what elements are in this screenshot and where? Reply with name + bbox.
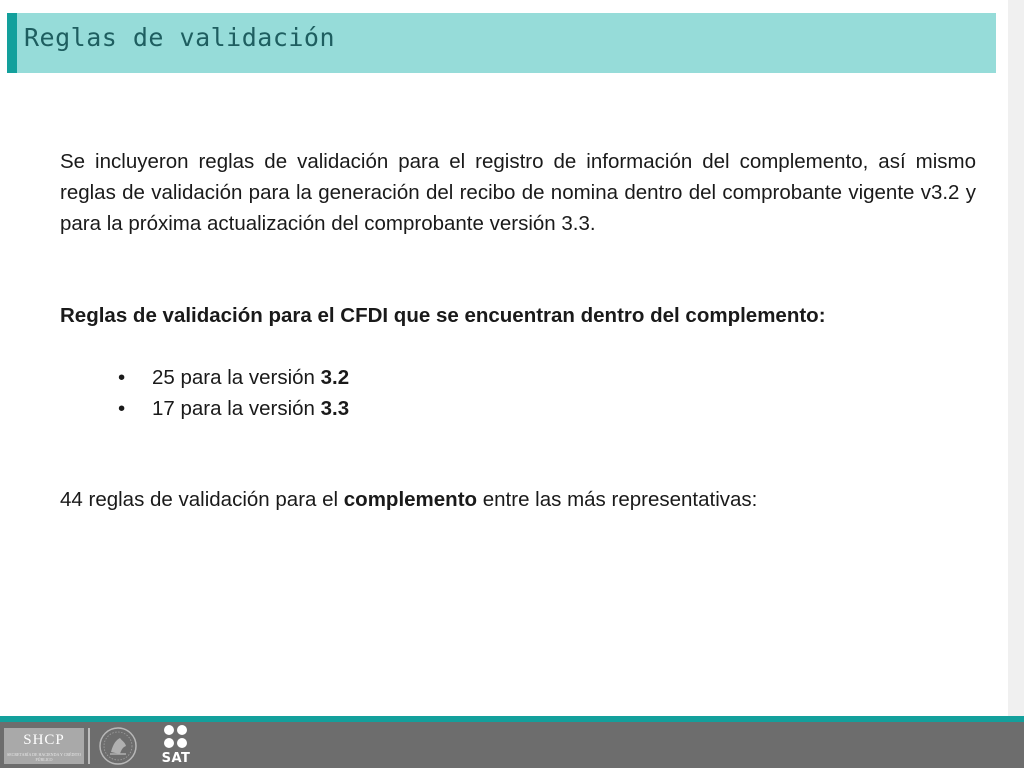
shcp-logo <box>4 728 84 764</box>
logo-divider <box>88 728 90 764</box>
footer-bar <box>0 716 1024 768</box>
bullet-icon: • <box>118 397 126 420</box>
bullet-text: 17 para la versión <box>152 397 321 420</box>
cfdi-rules-subheading: Reglas de validación para el CFDI que se encuentran dentro del complemento: <box>60 304 826 327</box>
version-rules-list <box>118 362 349 424</box>
sat-logo <box>152 724 200 766</box>
list-item <box>118 393 349 424</box>
sat-dots-icon <box>152 724 200 750</box>
slide-title: Reglas de validación <box>24 23 336 52</box>
version-number: 3.2 <box>320 366 350 389</box>
title-bar <box>7 13 996 73</box>
mexico-coat-of-arms-icon <box>98 726 138 766</box>
sat-logo-text: SAT <box>161 751 191 766</box>
closing-text-start: 44 reglas de validación para el <box>60 488 344 511</box>
slide-body <box>60 146 976 511</box>
list-item <box>118 362 349 393</box>
version-number: 3.3 <box>320 397 350 420</box>
intro-paragraph: Se incluyeron reglas de validación para el registro de información del complemento, así mismo reglas de validación para la generación del recibo de nomina dentro del comprobante vigente v3.2 y para la próxima actualización del comprobante versión 3.3. <box>60 150 976 235</box>
bullet-text: 25 para la versión <box>152 366 321 389</box>
bullet-icon: • <box>118 366 126 389</box>
right-edge-strip <box>1008 0 1024 716</box>
shcp-logo-text: SHCP <box>23 732 65 748</box>
title-accent-bar <box>7 13 17 73</box>
closing-bold-word: complemento <box>343 488 478 511</box>
closing-text-end: entre las más representativas: <box>477 488 758 511</box>
closing-statement <box>60 484 757 515</box>
shcp-logo-subtitle: SECRETARÍA DE HACIENDA Y CRÉDITO PÚBLICO <box>7 752 81 762</box>
footer-accent-line <box>0 716 1024 722</box>
